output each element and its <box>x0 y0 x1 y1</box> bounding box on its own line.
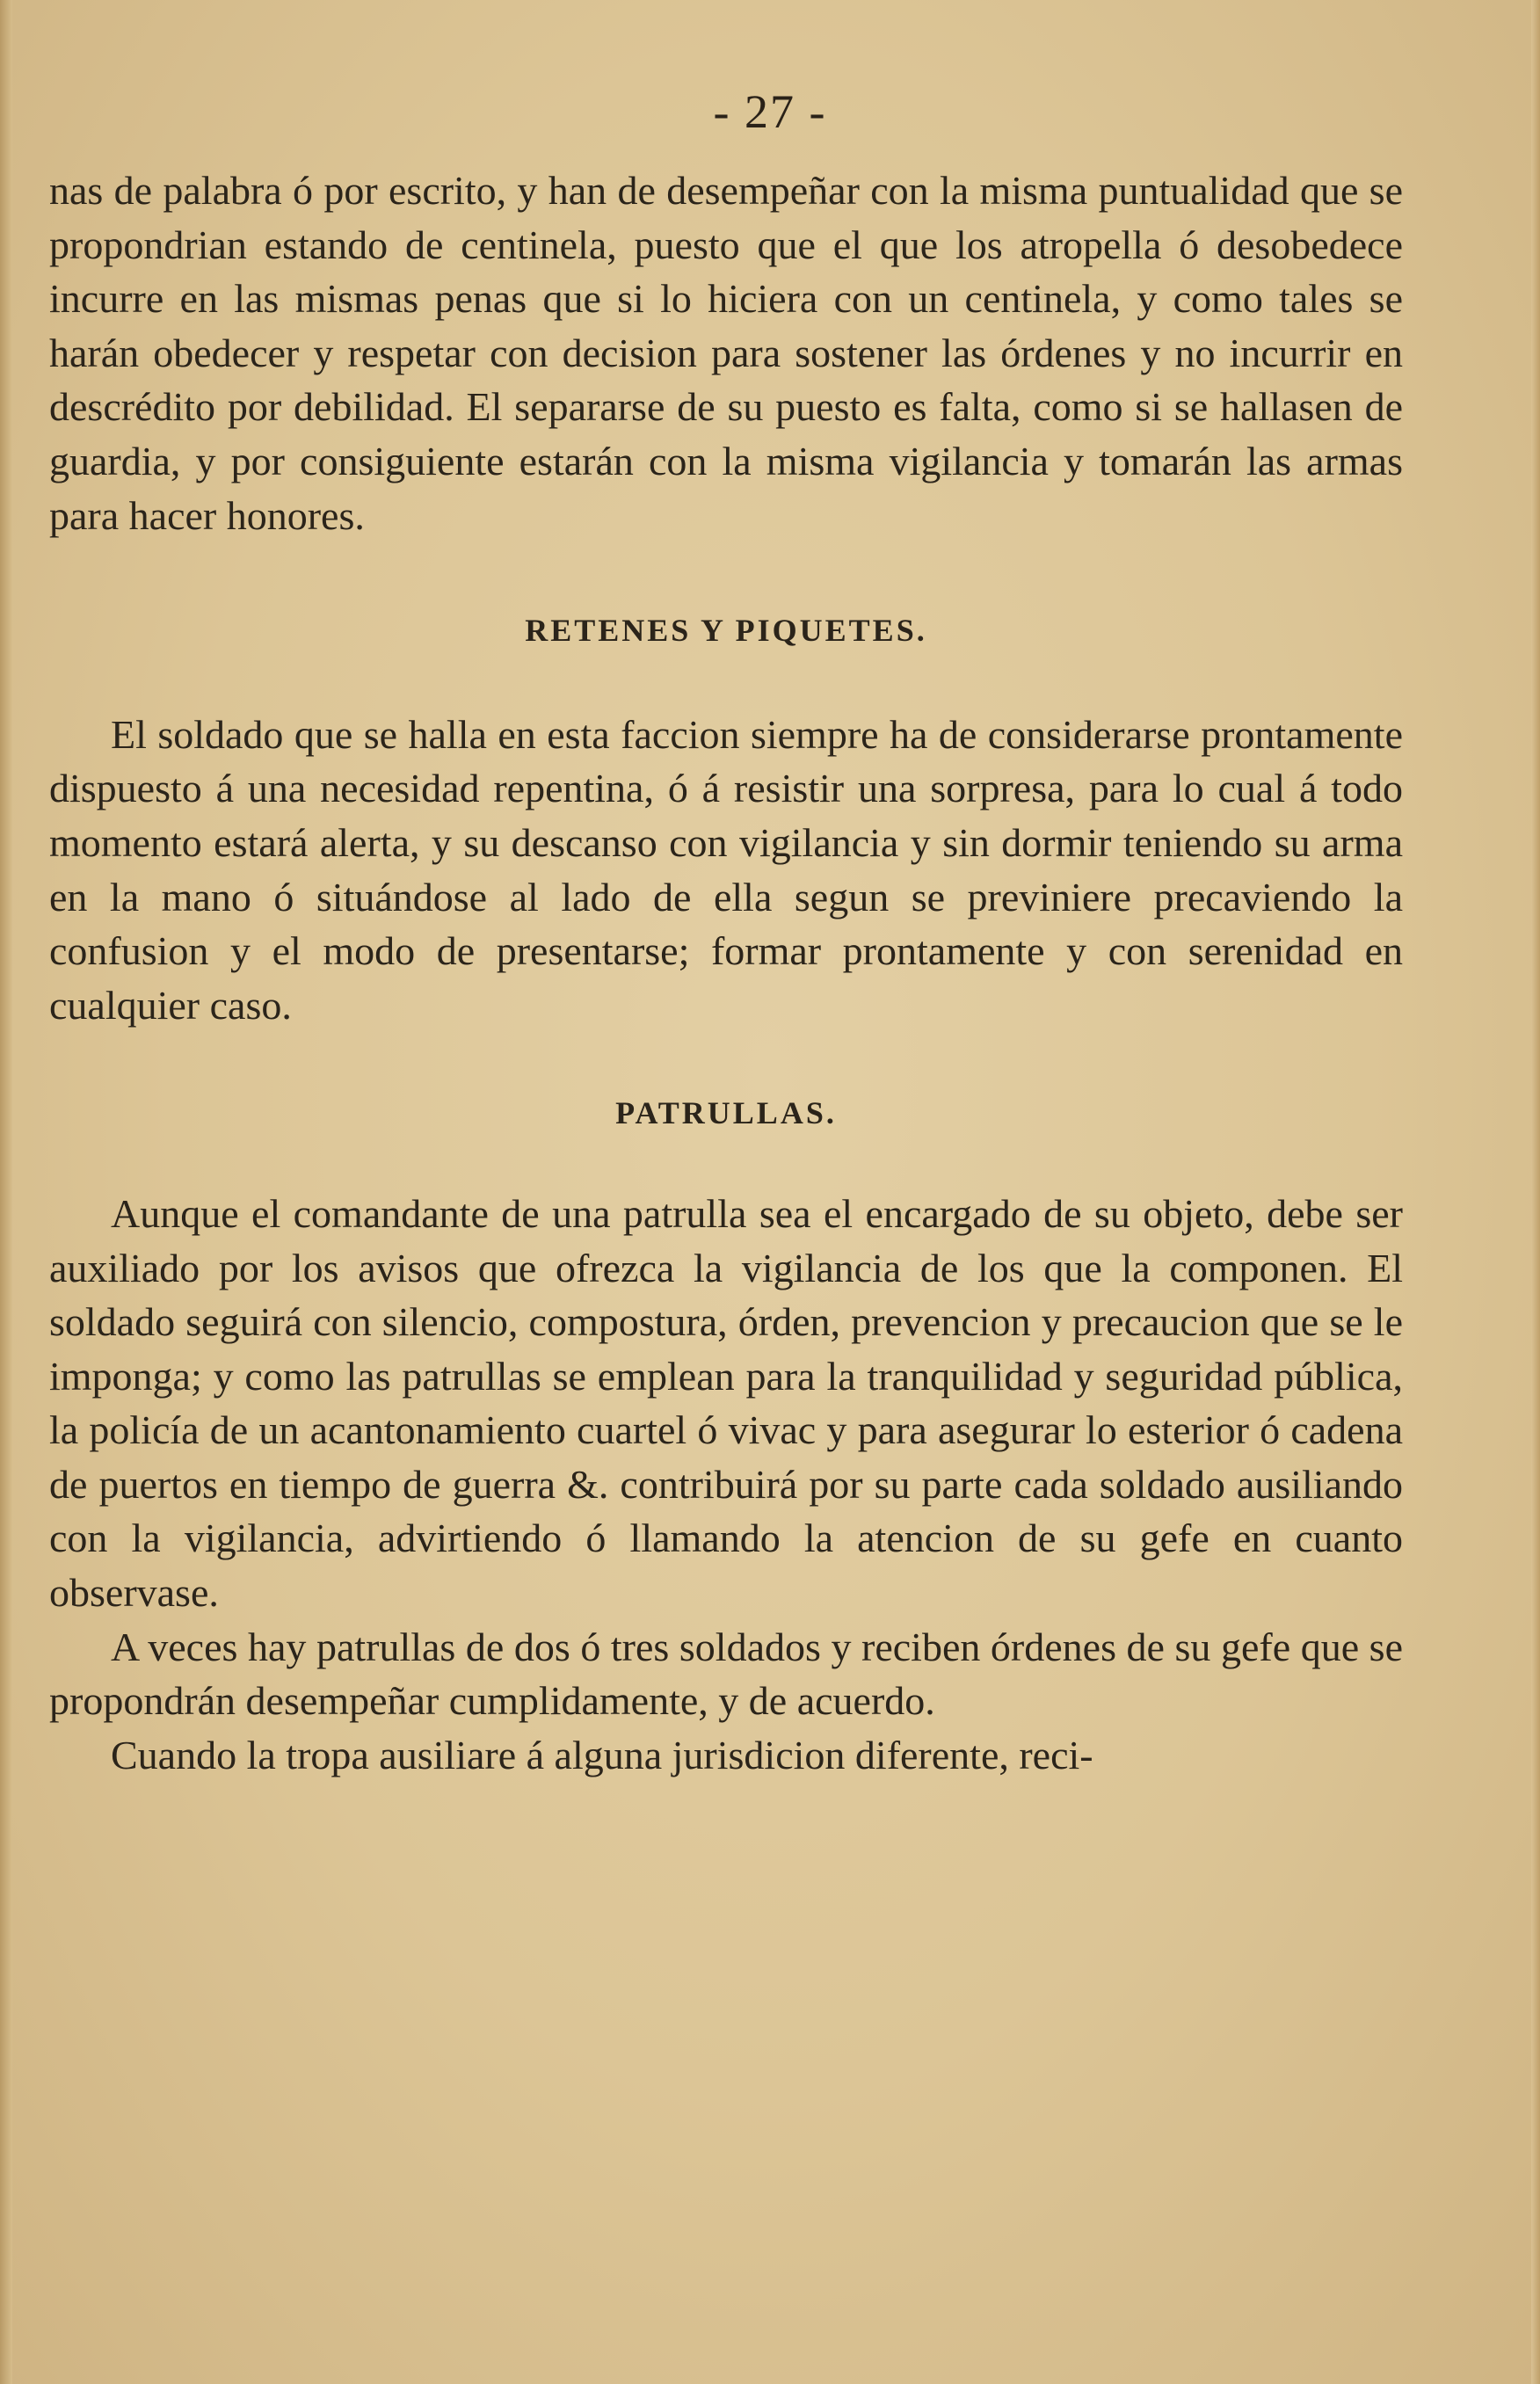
paragraph-continued: nas de palabra ó por escrito, y han de desempeñar con la misma puntualidad que se propondrian estando de centinela, puesto que el que los atropella ó desobedece incurre en las mismas penas que si lo hiciera con un centinela, y como tales se harán obedecer y respetar con decision para sostener las órdenes y no incurrir en descrédito por debilidad. El separarse de su puesto es falta, como si se hallasen de guardia, y por consiguiente estarán con la misma vigilancia y tomarán las armas para hacer honores. <box>49 168 1403 538</box>
page-body <box>49 164 1403 1782</box>
page-number: - 27 - <box>713 85 827 138</box>
paragraph-truncated: Cuando la tropa ausiliare á alguna jurisdicion diferente, reci- <box>111 1732 1093 1777</box>
page-edge-left <box>0 0 12 2384</box>
section-heading-retenes: RETENES Y PIQUETES. <box>525 613 927 649</box>
paragraph: Aunque el comandante de una patrulla sea el encargado de su objeto, debe ser auxiliado por los avisos que ofrezca la vigilancia de los que la componen. El soldado seguirá con silencio, compostura, órden, prevencion y precaucion que se le imponga; y como las patrullas se emplean para la tranquilidad y seguridad pública, la policía de un acantonamiento cuartel ó vivac y para asegurar lo esterior ó cadena de puertos en tiempo de guerra &. contribuirá por su parte cada soldado ausiliando con la vigilancia, advirtiendo ó llamando la atencion de su gefe en cuanto observase. <box>49 1190 1403 1616</box>
paragraph: A veces hay patrullas de dos ó tres soldados y reciben órdenes de su gefe que se propondrán desempeñar cumplidamente, y de acuerdo. <box>49 1624 1403 1724</box>
section-heading-patrullas: PATRULLAS. <box>615 1095 837 1131</box>
paragraph: El soldado que se halla en esta faccion siempre ha de considerarse prontamente dispuesto á una necesidad repentina, ó á resistir una sorpresa, para lo cual á todo momento estará alerta, y su descanso con vigilancia y sin dormir teniendo su arma en la mano ó situándose al lado de ella segun se previniere precaviendo la confusion y el modo de presentarse; formar prontamente y con serenidad en cualquier caso. <box>49 711 1403 1028</box>
page-edge-right <box>1531 0 1540 2384</box>
